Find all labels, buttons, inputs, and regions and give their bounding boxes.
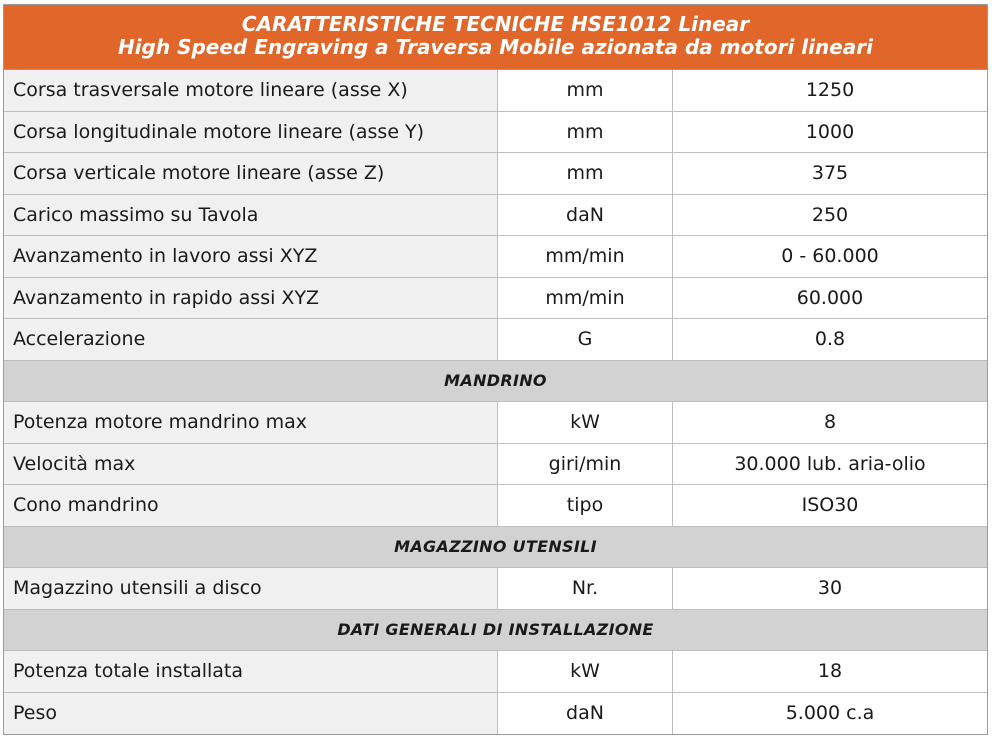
section-header-dati-generali: DATI GENERALI DI INSTALLAZIONE bbox=[4, 610, 987, 652]
row-value: 30.000 lub. aria-olio bbox=[673, 444, 987, 485]
row-unit: daN bbox=[498, 195, 673, 236]
table-row bbox=[4, 153, 987, 195]
row-label: Accelerazione bbox=[4, 319, 498, 360]
table-row bbox=[4, 278, 987, 320]
row-label: Magazzino utensili a disco bbox=[4, 568, 498, 609]
row-unit: tipo bbox=[498, 485, 673, 526]
section-header-mandrino: MANDRINO bbox=[4, 361, 987, 403]
row-label: Velocità max bbox=[4, 444, 498, 485]
table-row bbox=[4, 568, 987, 610]
row-unit: mm bbox=[498, 153, 673, 194]
row-label: Potenza totale installata bbox=[4, 651, 498, 692]
row-value: 0.8 bbox=[673, 319, 987, 360]
row-value: ISO30 bbox=[673, 485, 987, 526]
table-row bbox=[4, 236, 987, 278]
row-unit: kW bbox=[498, 651, 673, 692]
row-unit: mm/min bbox=[498, 236, 673, 277]
row-unit: G bbox=[498, 319, 673, 360]
row-value: 60.000 bbox=[673, 278, 987, 319]
title-line-2: High Speed Engraving a Traversa Mobile azionata da motori lineari bbox=[117, 35, 874, 59]
row-value: 5.000 c.a bbox=[673, 693, 987, 735]
row-unit: giri/min bbox=[498, 444, 673, 485]
row-value: 30 bbox=[673, 568, 987, 609]
row-label: Carico massimo su Tavola bbox=[4, 195, 498, 236]
row-label: Peso bbox=[4, 693, 498, 735]
table-row bbox=[4, 651, 987, 693]
row-unit: mm/min bbox=[498, 278, 673, 319]
spec-table bbox=[3, 4, 988, 735]
row-value: 1250 bbox=[673, 70, 987, 111]
table-row bbox=[4, 319, 987, 361]
table-row bbox=[4, 444, 987, 486]
row-label: Avanzamento in lavoro assi XYZ bbox=[4, 236, 498, 277]
row-label: Potenza motore mandrino max bbox=[4, 402, 498, 443]
row-value: 375 bbox=[673, 153, 987, 194]
table-row bbox=[4, 485, 987, 527]
row-value: 8 bbox=[673, 402, 987, 443]
row-value: 1000 bbox=[673, 112, 987, 153]
table-row bbox=[4, 112, 987, 154]
row-unit: mm bbox=[498, 112, 673, 153]
table-row bbox=[4, 693, 987, 735]
row-label: Avanzamento in rapido assi XYZ bbox=[4, 278, 498, 319]
table-row bbox=[4, 70, 987, 112]
section-header-magazzino: MAGAZZINO UTENSILI bbox=[4, 527, 987, 569]
row-unit: mm bbox=[498, 70, 673, 111]
row-unit: kW bbox=[498, 402, 673, 443]
table-row bbox=[4, 195, 987, 237]
table-row bbox=[4, 402, 987, 444]
row-unit: Nr. bbox=[498, 568, 673, 609]
row-unit: daN bbox=[498, 693, 673, 735]
row-label: Cono mandrino bbox=[4, 485, 498, 526]
row-label: Corsa trasversale motore lineare (asse X) bbox=[4, 70, 498, 111]
row-value: 250 bbox=[673, 195, 987, 236]
row-label: Corsa verticale motore lineare (asse Z) bbox=[4, 153, 498, 194]
row-label: Corsa longitudinale motore lineare (asse Y) bbox=[4, 112, 498, 153]
title-line-1: CARATTERISTICHE TECNICHE HSE1012 Linear bbox=[241, 12, 750, 36]
table-title bbox=[4, 5, 987, 70]
row-value: 0 - 60.000 bbox=[673, 236, 987, 277]
row-value: 18 bbox=[673, 651, 987, 692]
